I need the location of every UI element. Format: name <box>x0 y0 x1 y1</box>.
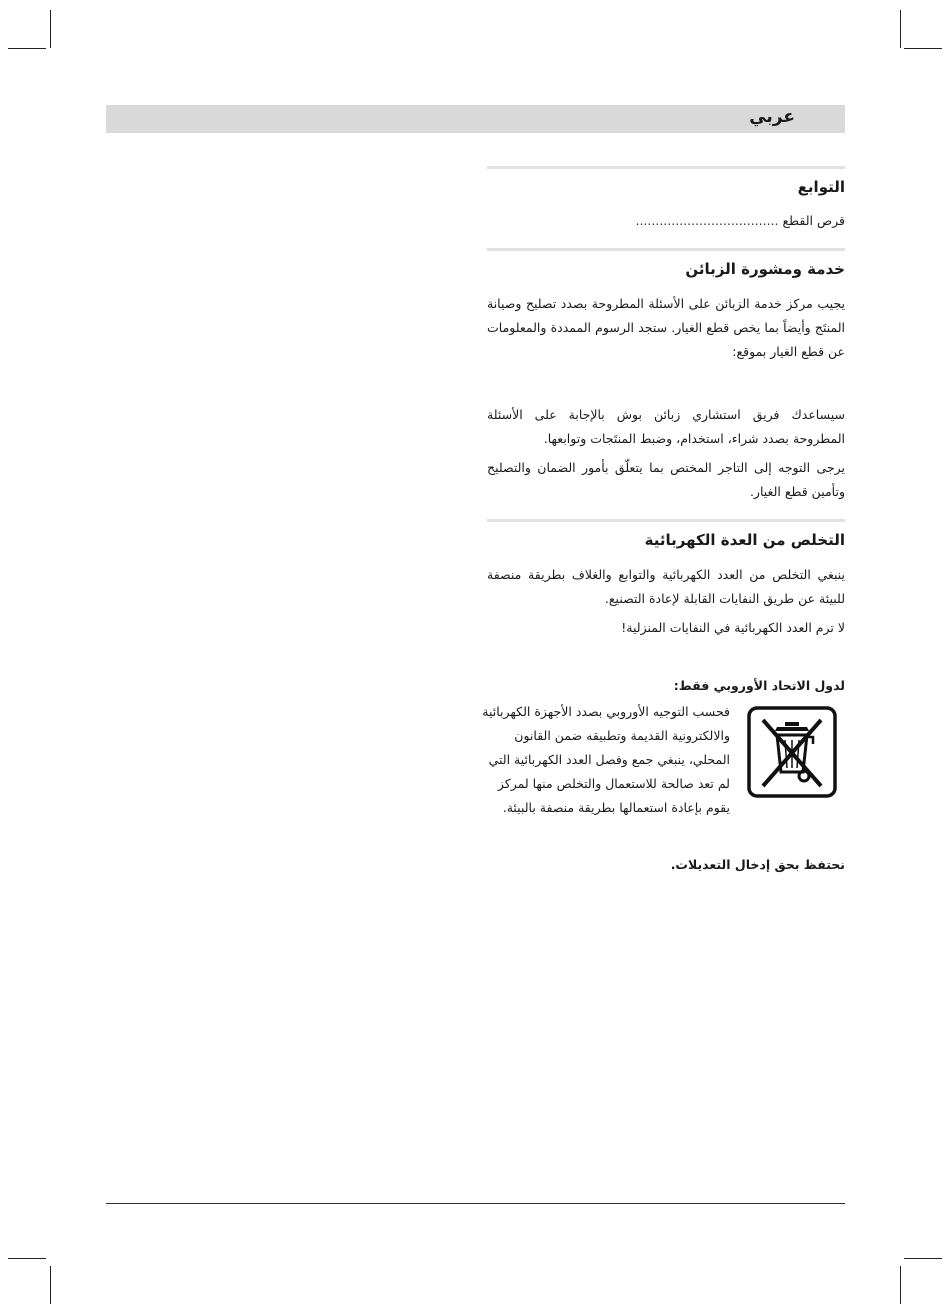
service-section <box>487 248 845 509</box>
crop-mark <box>904 48 942 49</box>
disposal-paragraph-1: ينبغي التخلص من العدد الكهربائية والتوابع والغلاف بطريقة منصفة للبيئة عن طريق النفايات القابلة لإعادة التصنيع. <box>487 567 845 606</box>
accessory-item <box>487 210 845 232</box>
service-paragraph-2: سيساعدك فريق استشاري زبائن بوش بالإجابة على الأسئلة المطروحة بصدد شراء، استخدام، وضبط المنتَجات وتوابعها. <box>487 407 845 446</box>
accessory-label: قرص القطع <box>782 213 845 228</box>
crop-mark <box>50 10 51 48</box>
crop-mark <box>900 1266 901 1304</box>
eu-directive-text: فحسب التوجيه الأوروبي بصدد الأجهزة الكهربائية والالكترونية القديمة وتطبيقه ضمن القانون المحلي، ينبغي جمع وفصل العدد الكهربائية التي لم تعد صالحة للاستعمال والتخلص منها لمركز يقوم بإعادة استعمالها بطريقة منصفة بالبيئة. <box>482 704 730 815</box>
service-paragraph-1: يجيب مركز خدمة الزبائن على الأسئلة المطروحة بصدد تصليح وصيانة المنتَج وأيضاً بما يخص قطع الغيار. ستجد الرسوم الممددة والمعلومات عن قطع الغيار بموقع: <box>487 296 845 359</box>
disposal-title: التخلص من العدة الكهربائية <box>644 531 845 549</box>
bottom-rule <box>106 1203 845 1204</box>
section-rule <box>487 248 845 251</box>
language-header <box>106 105 845 133</box>
weee-block <box>482 700 845 850</box>
footer-note-block <box>487 854 845 876</box>
section-rule <box>487 519 845 522</box>
disposal-section <box>487 519 845 697</box>
service-title: خدمة ومشورة الزبائن <box>685 260 845 278</box>
modification-note: نحتفظ بحق إدخال التعديلات. <box>670 857 845 872</box>
language-label: عربي <box>749 107 795 127</box>
crossed-out-wheelie-bin-icon <box>747 706 837 798</box>
crop-mark <box>8 1258 46 1259</box>
disposal-warning: لا ترم العدد الكهربائية في النفايات المنزلية! <box>621 620 845 635</box>
crop-mark <box>900 10 901 48</box>
crop-mark <box>50 1266 51 1304</box>
accessories-section <box>487 166 845 232</box>
eu-heading: لدول الاتحاد الأوروبي فقط: <box>673 678 845 693</box>
crop-mark <box>8 48 46 49</box>
spacer <box>487 645 845 675</box>
section-rule <box>487 166 845 169</box>
accessories-title: التوابع <box>797 178 845 196</box>
service-paragraph-3: يرجى التوجه إلى التاجر المختص بما يتعلّق بأمور الضمان والتصليح وتأمين قطع الغيار. <box>487 460 845 499</box>
spacer <box>487 369 845 403</box>
accessory-leader: .................................... <box>635 213 779 228</box>
crop-mark <box>904 1258 942 1259</box>
